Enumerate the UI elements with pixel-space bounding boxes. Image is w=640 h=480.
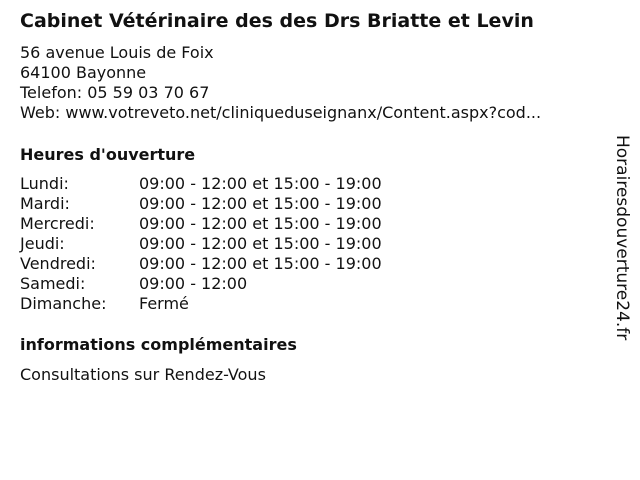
extra-info-text: Consultations sur Rendez-Vous: [20, 365, 266, 384]
phone-number: Telefon: 05 59 03 70 67: [20, 83, 210, 102]
hours-row-sunday: [20, 294, 382, 314]
street-address: 56 avenue Louis de Foix: [20, 43, 214, 62]
hours-row-saturday: [20, 274, 382, 294]
hours-row-wednesday: [20, 214, 382, 234]
city-address: 64100 Bayonne: [20, 63, 147, 82]
time-value: 09:00 - 12:00 et 15:00 - 19:00: [139, 234, 382, 253]
day-label: Vendredi:: [20, 254, 96, 273]
day-label: Samedi:: [20, 274, 86, 293]
time-value: 09:00 - 12:00 et 15:00 - 19:00: [139, 214, 382, 233]
time-value: 09:00 - 12:00 et 15:00 - 19:00: [139, 194, 382, 213]
hours-heading: Heures d'ouverture: [20, 145, 196, 164]
day-label: Dimanche:: [20, 294, 107, 313]
address-block: [20, 43, 541, 123]
hours-row-tuesday: [20, 194, 382, 214]
extra-info-heading: informations complémentaires: [20, 335, 297, 354]
day-label: Jeudi:: [20, 234, 65, 253]
day-label: Lundi:: [20, 174, 69, 193]
hours-table: [20, 174, 382, 314]
hours-row-monday: [20, 174, 382, 194]
time-value: 09:00 - 12:00 et 15:00 - 19:00: [139, 254, 382, 273]
day-label: Mercredi:: [20, 214, 95, 233]
page-title: Cabinet Vétérinaire des des Drs Briatte et Levin: [20, 10, 534, 32]
website-link[interactable]: Web: www.votreveto.net/cliniqueduseignanx/Content.aspx?cod...: [20, 103, 542, 122]
time-value: Fermé: [139, 294, 189, 313]
hours-row-friday: [20, 254, 382, 274]
time-value: 09:00 - 12:00 et 15:00 - 19:00: [139, 174, 382, 193]
time-value: 09:00 - 12:00: [139, 274, 248, 293]
site-watermark: Horairesdouverture24.fr: [612, 135, 632, 341]
day-label: Mardi:: [20, 194, 70, 213]
hours-row-thursday: [20, 234, 382, 254]
